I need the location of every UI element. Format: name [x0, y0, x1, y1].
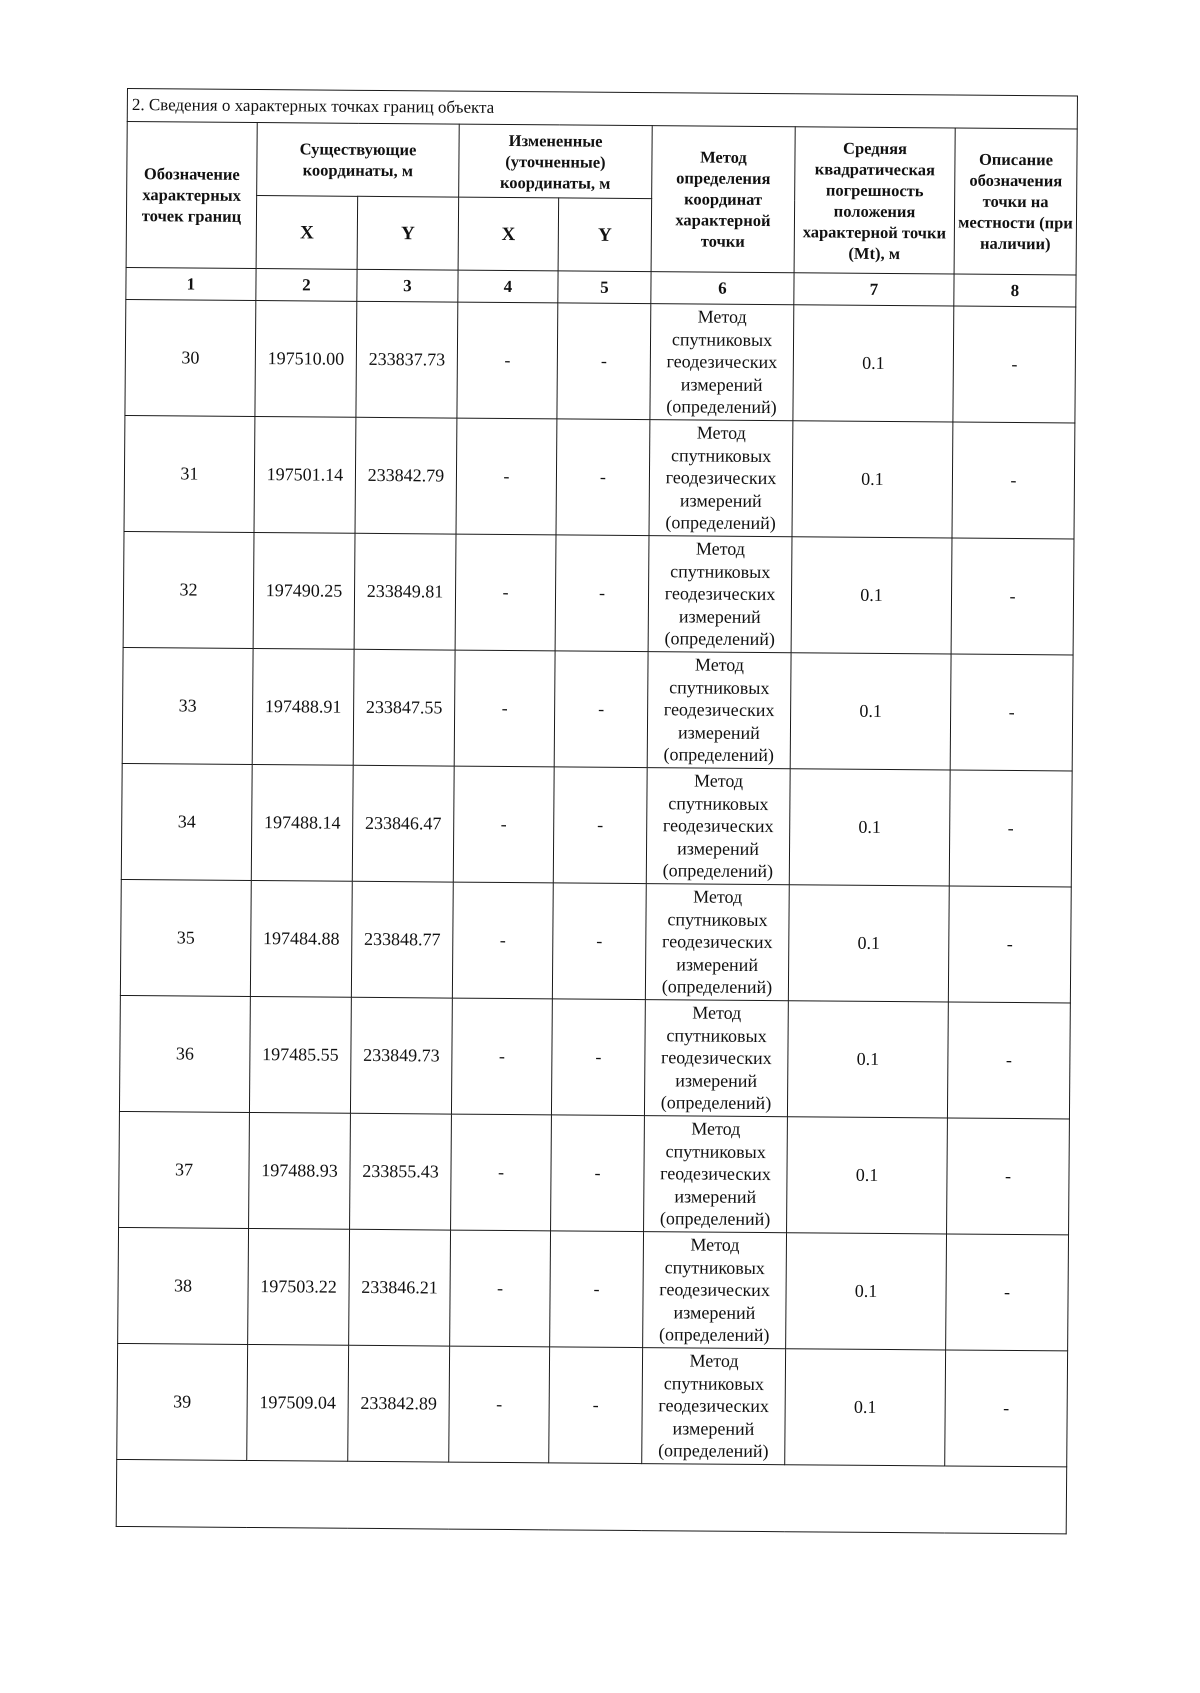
header-description: Описание обозначения точки на местности (при наличии) [954, 128, 1077, 275]
section-title: 2. Сведения о характерных точках границ объекта [127, 89, 1077, 129]
existing-x: 197509.04 [247, 1344, 349, 1461]
point-id: 32 [123, 531, 254, 648]
column-number: 5 [558, 271, 651, 304]
existing-y: 233847.55 [353, 649, 455, 766]
changed-x: - [457, 302, 558, 419]
existing-x: 197510.00 [255, 301, 357, 418]
column-number: 4 [458, 270, 558, 303]
existing-y: 233848.77 [351, 881, 453, 998]
method: Метод спутниковых геодезических измерений (определений) [646, 768, 790, 885]
column-number: 8 [954, 274, 1076, 307]
description: - [947, 1118, 1070, 1235]
error: 0.1 [790, 653, 951, 770]
point-id: 31 [124, 415, 255, 532]
existing-x: 197503.22 [248, 1228, 350, 1345]
header-changed-coordinates: Измененные (уточненные) координаты, м [459, 124, 653, 199]
description: - [953, 306, 1076, 423]
header-existing-x: X [256, 196, 358, 270]
existing-x: 197488.91 [252, 649, 354, 766]
description: - [951, 538, 1074, 655]
description: - [948, 886, 1071, 1003]
point-id: 34 [121, 763, 252, 880]
changed-x: - [452, 882, 553, 999]
error: 0.1 [793, 305, 954, 422]
method: Метод спутниковых геодезических измерений (определений) [643, 1232, 787, 1349]
changed-x: - [450, 1230, 551, 1347]
header-point-designation: Обозначение характерных точек границ [126, 122, 257, 269]
method: Метод спутниковых геодезических измерений (определений) [645, 884, 789, 1001]
changed-y: - [557, 303, 651, 420]
existing-x: 197501.14 [254, 417, 356, 534]
error: 0.1 [785, 1349, 946, 1466]
changed-y: - [551, 1115, 645, 1232]
table-row [122, 647, 1073, 770]
method: Метод спутниковых геодезических измерений (определений) [644, 1000, 788, 1117]
method: Метод спутниковых геодезических измерений (определений) [650, 304, 794, 421]
column-number: 3 [357, 269, 458, 302]
point-id: 38 [118, 1227, 249, 1344]
method: Метод спутниковых геодезических измерений (определений) [647, 652, 791, 769]
existing-x: 197490.25 [253, 533, 355, 650]
point-id: 30 [125, 299, 256, 416]
header-row [127, 122, 1078, 202]
boundary-points-table [116, 88, 1078, 1534]
column-number: 7 [794, 273, 954, 306]
existing-x: 197484.88 [250, 881, 352, 998]
table-row [117, 1343, 1068, 1466]
header-changed-x: X [458, 197, 559, 271]
changed-x: - [454, 650, 555, 767]
description: - [949, 770, 1072, 887]
point-id: 35 [120, 879, 251, 996]
point-id: 33 [122, 647, 253, 764]
changed-y: - [550, 1231, 644, 1348]
error: 0.1 [786, 1233, 947, 1350]
existing-x: 197488.14 [251, 765, 353, 882]
empty-footer-cell [116, 1459, 1067, 1533]
table-row [119, 1111, 1070, 1234]
changed-y: - [555, 535, 649, 652]
method: Метод спутниковых геодезических измерений (определений) [642, 1348, 786, 1465]
existing-y: 233842.89 [348, 1345, 450, 1462]
table-row [121, 763, 1072, 886]
header-existing-y: Y [357, 196, 459, 270]
existing-x: 197488.93 [249, 1112, 351, 1229]
changed-x: - [455, 534, 556, 651]
existing-x: 197485.55 [249, 996, 351, 1113]
existing-y: 233849.73 [350, 997, 452, 1114]
changed-x: - [456, 418, 557, 535]
error: 0.1 [792, 421, 953, 538]
changed-y: - [556, 419, 650, 536]
point-id: 37 [119, 1111, 250, 1228]
changed-x: - [451, 1114, 552, 1231]
column-number: 1 [126, 267, 256, 300]
method: Метод спутниковых геодезических измерений (определений) [648, 536, 792, 653]
changed-x: - [451, 998, 552, 1115]
error: 0.1 [789, 769, 950, 886]
table-row [125, 299, 1076, 422]
header-method: Метод определения координат характерной точки [651, 126, 795, 273]
existing-y: 233855.43 [350, 1113, 452, 1230]
table-row [124, 415, 1075, 538]
point-id: 36 [119, 995, 250, 1112]
existing-y: 233846.47 [352, 765, 454, 882]
header-error: Средняя квадратическая погрешность положения характерной точки (Mt), м [794, 127, 955, 274]
table-row [120, 879, 1071, 1002]
description: - [945, 1350, 1068, 1467]
existing-y: 233849.81 [354, 533, 456, 650]
changed-x: - [453, 766, 554, 883]
point-id: 39 [117, 1343, 248, 1460]
error: 0.1 [787, 1117, 948, 1234]
description: - [952, 422, 1075, 539]
column-number: 6 [651, 272, 794, 305]
changed-y: - [549, 1347, 643, 1464]
header-changed-y: Y [558, 198, 652, 272]
changed-y: - [553, 767, 647, 884]
method: Метод спутниковых геодезических измерений (определений) [649, 420, 793, 537]
existing-y: 233842.79 [355, 417, 457, 534]
document-page [116, 88, 1077, 1534]
table-row [118, 1227, 1069, 1350]
method: Метод спутниковых геодезических измерений (определений) [644, 1116, 788, 1233]
header-existing-coordinates: Существующие координаты, м [257, 123, 460, 198]
description: - [950, 654, 1073, 771]
existing-y: 233837.73 [356, 301, 458, 418]
error: 0.1 [788, 885, 949, 1002]
description: - [947, 1002, 1070, 1119]
description: - [946, 1234, 1069, 1351]
column-number: 2 [256, 269, 357, 302]
empty-footer-row [116, 1459, 1067, 1533]
error: 0.1 [787, 1001, 948, 1118]
changed-y: - [551, 999, 645, 1116]
existing-y: 233846.21 [349, 1229, 451, 1346]
table-row [123, 531, 1074, 654]
table-row [119, 995, 1070, 1118]
error: 0.1 [791, 537, 952, 654]
changed-y: - [554, 651, 648, 768]
changed-y: - [552, 883, 646, 1000]
changed-x: - [449, 1346, 550, 1463]
